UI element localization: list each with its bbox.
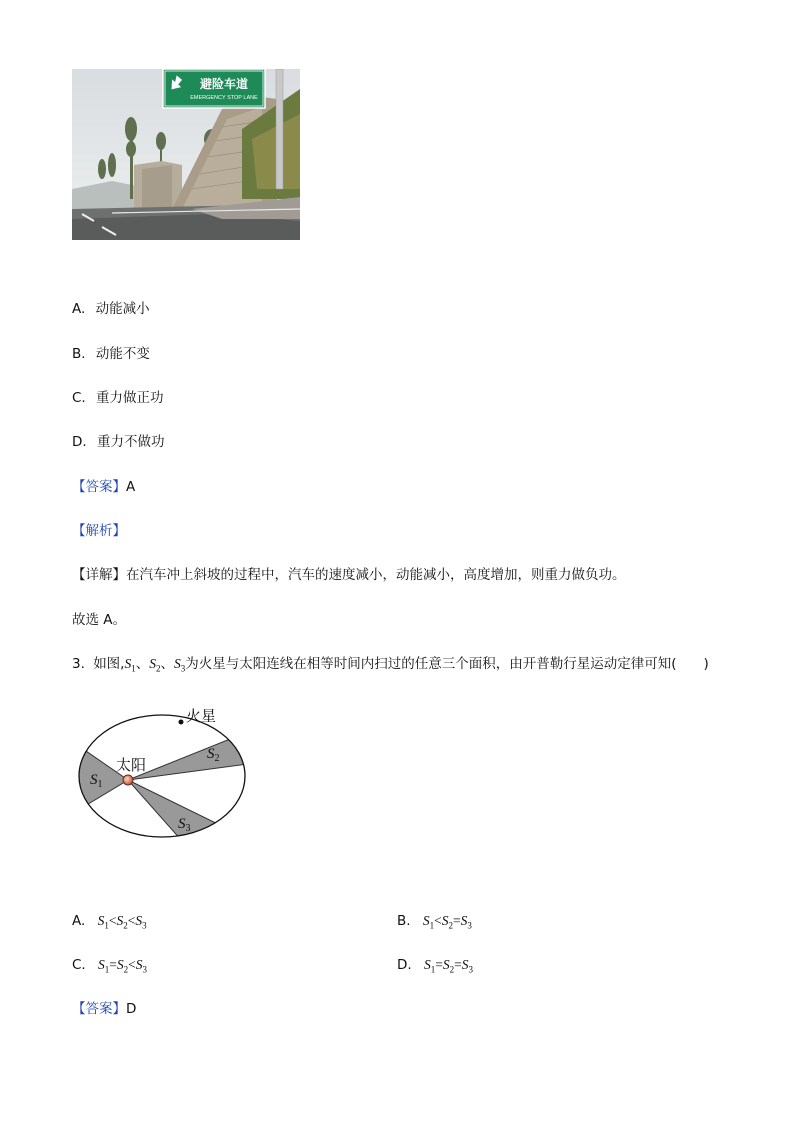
option-letter: A.: [72, 913, 86, 929]
sector-s3: [128, 780, 230, 850]
sign-english-text: EMERGENCY STOP LANE: [190, 95, 258, 101]
separator: 、: [135, 656, 150, 672]
option-expression: $S_1<S_2=S_3$: [422, 913, 472, 931]
q2-option-d: [72, 433, 164, 451]
option-letter: A.: [72, 301, 86, 317]
option-text: 动能减小: [95, 301, 150, 317]
s1-symbol: $S_1$: [124, 656, 136, 674]
s2-symbol: $S_2$: [149, 656, 161, 674]
q3-option-c: [72, 956, 147, 979]
q2-answer: [72, 478, 135, 496]
s3-symbol: $S_3$: [173, 656, 186, 674]
mars-dot-icon: [179, 720, 184, 725]
answer-value: D: [126, 1001, 137, 1017]
sun-icon: [123, 775, 133, 785]
option-letter: C.: [72, 390, 86, 406]
option-text: 动能不变: [95, 346, 150, 362]
kepler-diagram: [70, 700, 260, 850]
emergency-lane-photo: [72, 69, 300, 240]
analysis-tag: 【解析】: [72, 523, 126, 539]
option-letter: C.: [72, 957, 86, 973]
option-expression: $S_1=S_2<S_3$: [98, 957, 148, 975]
q2-option-a: [72, 300, 150, 318]
q3-option-b: [397, 912, 472, 935]
q3-option-d: [397, 956, 473, 979]
answer-tag: 【答案】: [72, 1001, 126, 1017]
s2-label: $S_2$: [207, 746, 220, 764]
q3-stem: [72, 655, 709, 678]
sector-s2: [128, 735, 255, 780]
q3-option-a: [72, 912, 147, 935]
separator: 、: [160, 656, 174, 672]
stem-prefix: 如图,: [93, 656, 125, 672]
detail-tag: 【详解】: [72, 567, 126, 583]
mars-label: 火星: [186, 707, 217, 725]
stem-suffix: 为火星与太阳连线在相等时间内扫过的任意三个面积，由开普勒行星运动定律可知( ): [185, 656, 709, 672]
sign-chinese-text: 避险车道: [199, 77, 249, 91]
option-text: 重力不做功: [96, 434, 165, 450]
option-expression: $S_1<S_2<S_3$: [97, 913, 147, 931]
conclusion-text: 故选 A。: [72, 612, 127, 628]
option-expression: $S_1=S_2=S_3$: [423, 957, 473, 975]
sun-label: 太阳: [116, 756, 147, 774]
option-letter: B.: [72, 346, 86, 362]
option-letter: D.: [72, 434, 87, 450]
option-letter: B.: [397, 913, 411, 929]
option-text: 重力做正功: [96, 390, 164, 406]
q2-option-b: [72, 345, 150, 363]
q2-analysis-heading: [72, 522, 126, 540]
s3-label: $S_3$: [178, 816, 191, 834]
question-number: 3.: [72, 656, 85, 672]
detail-text: 在汽车冲上斜坡的过程中，汽车的速度减小，动能减小，高度增加，则重力做负功。: [126, 567, 626, 583]
option-letter: D.: [397, 957, 412, 973]
s1-label: $S_1$: [90, 772, 103, 790]
q2-conclusion: [72, 611, 126, 629]
q3-answer: [72, 1000, 136, 1018]
q2-detail: [72, 566, 626, 584]
q2-option-c: [72, 389, 164, 407]
answer-value: A: [126, 479, 136, 495]
answer-tag: 【答案】: [72, 479, 126, 495]
